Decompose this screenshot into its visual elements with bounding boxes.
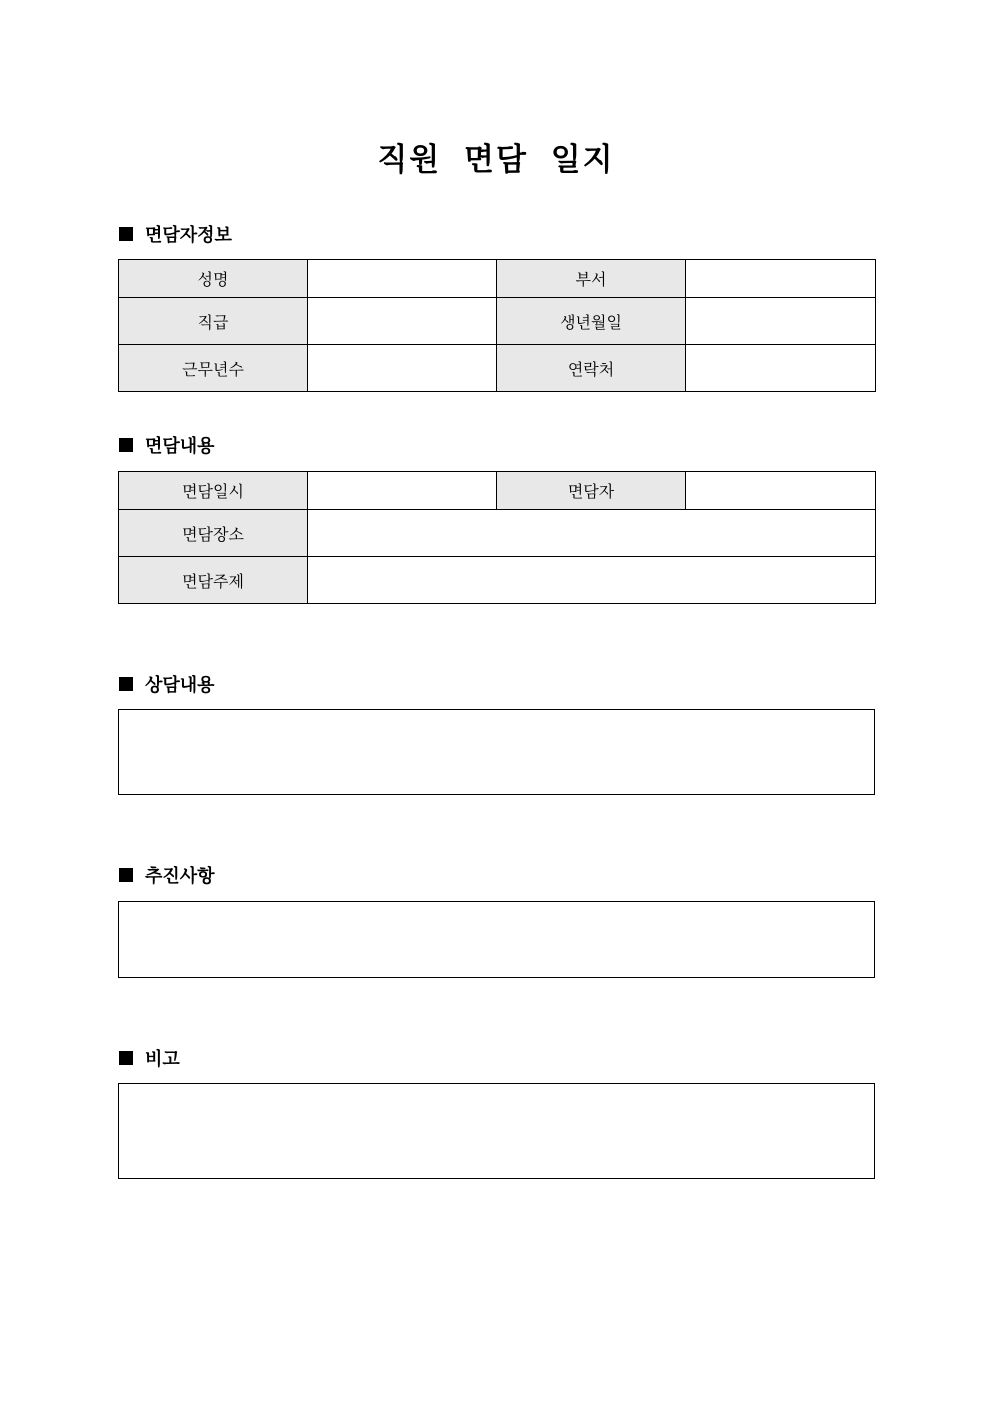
black-square-icon	[119, 1051, 133, 1065]
page-title: 직원 면담 일지	[377, 142, 615, 178]
section-heading-interview-details	[119, 433, 215, 457]
interview-date-label: 면담일시	[119, 472, 308, 510]
remarks-content-box[interactable]	[118, 1083, 875, 1179]
interviewer-field[interactable]	[686, 472, 876, 510]
table-row	[119, 557, 876, 604]
interview-topic-label: 면담주제	[119, 557, 308, 604]
name-field[interactable]	[308, 260, 497, 298]
action-items-content-box[interactable]	[118, 901, 875, 978]
table-row	[119, 260, 876, 298]
department-field[interactable]	[686, 260, 876, 298]
section-heading-label: 추진사항	[145, 866, 215, 887]
black-square-icon	[119, 227, 133, 241]
table-row	[119, 298, 876, 345]
table-row	[119, 345, 876, 392]
consultation-content-box[interactable]	[118, 709, 875, 795]
section-heading-remarks	[119, 1046, 180, 1070]
position-label: 직급	[119, 298, 308, 345]
section-heading-interviewee-info	[119, 222, 232, 246]
interviewer-label: 면담자	[497, 472, 686, 510]
contact-label: 연락처	[497, 345, 686, 392]
table-row	[119, 472, 876, 510]
contact-field[interactable]	[686, 345, 876, 392]
interview-place-label: 면담장소	[119, 510, 308, 557]
black-square-icon	[119, 438, 133, 452]
table-row	[119, 510, 876, 557]
years-of-service-field[interactable]	[308, 345, 497, 392]
interview-place-field[interactable]	[308, 510, 876, 557]
section-heading-label: 비고	[145, 1049, 180, 1070]
interview-topic-field[interactable]	[308, 557, 876, 604]
section-heading-label: 상담내용	[145, 675, 215, 696]
interview-date-field[interactable]	[308, 472, 497, 510]
birthdate-field[interactable]	[686, 298, 876, 345]
name-label: 성명	[119, 260, 308, 298]
section-heading-consultation	[119, 672, 215, 696]
birthdate-label: 생년월일	[497, 298, 686, 345]
black-square-icon	[119, 677, 133, 691]
years-of-service-label: 근무년수	[119, 345, 308, 392]
section-heading-action-items	[119, 863, 215, 887]
black-square-icon	[119, 868, 133, 882]
department-label: 부서	[497, 260, 686, 298]
interviewee-info-table	[118, 259, 876, 392]
position-field[interactable]	[308, 298, 497, 345]
section-heading-label: 면담내용	[145, 436, 215, 457]
interview-details-table	[118, 471, 876, 604]
section-heading-label: 면담자정보	[145, 225, 232, 246]
